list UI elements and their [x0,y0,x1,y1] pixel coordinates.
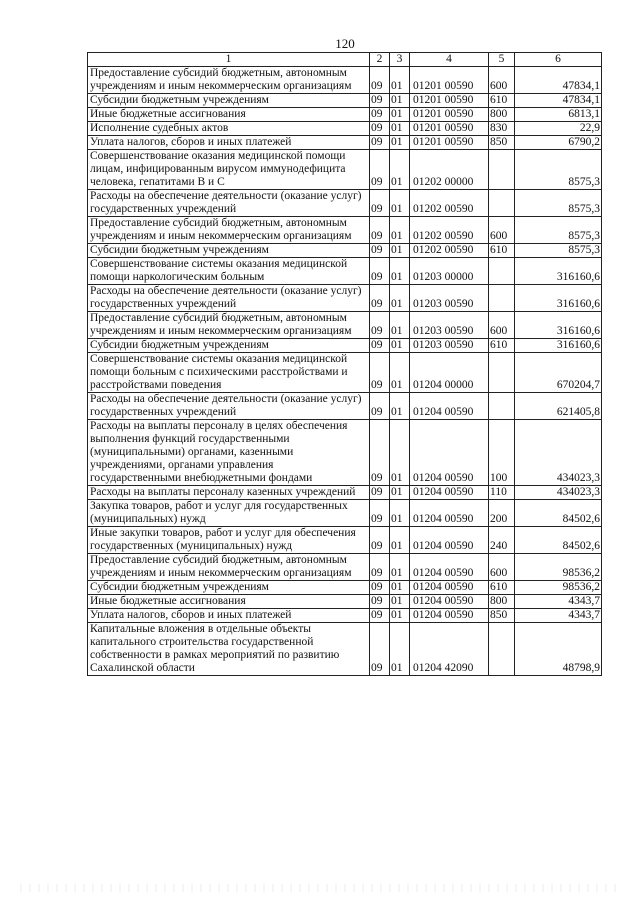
amount-cell: 316160,6 [515,258,602,285]
section-code-cell: 09 [370,339,390,353]
item-name-cell: Предоставление субсидий бюджетным, автономным учреждениям и иным некоммерческим организациям [88,312,370,339]
subsection-code-cell: 01 [390,150,410,190]
expense-type-cell: 610 [489,339,515,353]
subsection-code-cell: 01 [390,500,410,527]
target-article-cell: 01204 00590 [410,420,489,486]
table-row [88,623,602,676]
header-cell: 5 [489,53,515,67]
amount-cell: 6813,1 [515,108,602,122]
scan-artifact [20,884,620,892]
section-code-cell: 09 [370,312,390,339]
item-name-cell: Субсидии бюджетным учреждениям [88,244,370,258]
subsection-code-cell: 01 [390,258,410,285]
section-code-cell: 09 [370,500,390,527]
amount-cell: 22,9 [515,122,602,136]
item-name-cell: Предоставление субсидий бюджетным, автономным учреждениям и иным некоммерческим организациям [88,554,370,581]
subsection-code-cell: 01 [390,217,410,244]
target-article-cell: 01201 00590 [410,94,489,108]
table-row [88,500,602,527]
expense-type-cell: 200 [489,500,515,527]
table-row [88,595,602,609]
expense-type-cell [489,190,515,217]
subsection-code-cell: 01 [390,595,410,609]
section-code-cell: 09 [370,217,390,244]
item-name-cell: Совершенствование системы оказания медицинской помощи наркологическим больным [88,258,370,285]
amount-cell: 670204,7 [515,353,602,393]
section-code-cell: 09 [370,393,390,420]
subsection-code-cell: 01 [390,353,410,393]
item-name-cell: Расходы на обеспечение деятельности (оказание услуг) государственных учреждений [88,393,370,420]
item-name-cell: Расходы на обеспечение деятельности (оказание услуг) государственных учреждений [88,285,370,312]
target-article-cell: 01202 00000 [410,150,489,190]
table-row [88,312,602,339]
expense-type-cell: 600 [489,554,515,581]
subsection-code-cell: 01 [390,393,410,420]
expense-type-cell: 850 [489,136,515,150]
item-name-cell: Совершенствование оказания медицинской помощи лицам, инфицированным вирусом иммунодефицита человека, гепатитами В и С [88,150,370,190]
subsection-code-cell: 01 [390,554,410,581]
section-code-cell: 09 [370,285,390,312]
target-article-cell: 01204 00590 [410,527,489,554]
table-row [88,108,602,122]
section-code-cell: 09 [370,122,390,136]
amount-cell: 4343,7 [515,595,602,609]
table-row [88,353,602,393]
budget-table [87,52,602,676]
table-row [88,136,602,150]
expense-type-cell: 600 [489,312,515,339]
amount-cell: 316160,6 [515,285,602,312]
section-code-cell: 09 [370,527,390,554]
table-row [88,339,602,353]
table-header-row [88,53,602,67]
target-article-cell: 01202 00590 [410,244,489,258]
amount-cell: 8575,3 [515,244,602,258]
subsection-code-cell: 01 [390,581,410,595]
amount-cell: 316160,6 [515,339,602,353]
amount-cell: 8575,3 [515,190,602,217]
table-row [88,94,602,108]
amount-cell: 84502,6 [515,500,602,527]
amount-cell: 8575,3 [515,150,602,190]
section-code-cell: 09 [370,353,390,393]
item-name-cell: Исполнение судебных актов [88,122,370,136]
target-article-cell: 01203 00000 [410,258,489,285]
amount-cell: 4343,7 [515,609,602,623]
expense-type-cell: 800 [489,595,515,609]
page-number: 120 [335,36,355,51]
target-article-cell: 01203 00590 [410,312,489,339]
expense-type-cell: 600 [489,217,515,244]
amount-cell: 8575,3 [515,217,602,244]
section-code-cell: 09 [370,486,390,500]
item-name-cell: Предоставление субсидий бюджетным, автономным учреждениям и иным некоммерческим организациям [88,67,370,94]
target-article-cell: 01201 00590 [410,122,489,136]
target-article-cell: 01201 00590 [410,136,489,150]
section-code-cell: 09 [370,581,390,595]
amount-cell: 621405,8 [515,393,602,420]
amount-cell: 47834,1 [515,67,602,94]
section-code-cell: 09 [370,67,390,94]
subsection-code-cell: 01 [390,244,410,258]
expense-type-cell [489,353,515,393]
header-cell: 4 [410,53,489,67]
expense-type-cell: 100 [489,420,515,486]
table-row [88,609,602,623]
table-row [88,217,602,244]
amount-cell: 316160,6 [515,312,602,339]
subsection-code-cell: 01 [390,609,410,623]
subsection-code-cell: 01 [390,285,410,312]
section-code-cell: 09 [370,420,390,486]
expense-type-cell: 600 [489,67,515,94]
section-code-cell: 09 [370,150,390,190]
table-row [88,122,602,136]
item-name-cell: Иные бюджетные ассигнования [88,108,370,122]
target-article-cell: 01203 00590 [410,285,489,312]
item-name-cell: Капитальные вложения в отдельные объекты капитального строительства государственной собственности в рамках мероприятий по развитию Сахалинской области [88,623,370,676]
subsection-code-cell: 01 [390,339,410,353]
table-row [88,285,602,312]
item-name-cell: Уплата налогов, сборов и иных платежей [88,609,370,623]
section-code-cell: 09 [370,554,390,581]
expense-type-cell: 850 [489,609,515,623]
table-row [88,420,602,486]
target-article-cell: 01204 00590 [410,581,489,595]
subsection-code-cell: 01 [390,94,410,108]
amount-cell: 47834,1 [515,94,602,108]
section-code-cell: 09 [370,108,390,122]
header-cell: 2 [370,53,390,67]
section-code-cell: 09 [370,258,390,285]
item-name-cell: Иные бюджетные ассигнования [88,595,370,609]
subsection-code-cell: 01 [390,623,410,676]
target-article-cell: 01203 00590 [410,339,489,353]
item-name-cell: Совершенствование системы оказания медицинской помощи больным с психическими расстройствами и расстройствами поведения [88,353,370,393]
item-name-cell: Уплата налогов, сборов и иных платежей [88,136,370,150]
header-cell: 3 [390,53,410,67]
expense-type-cell: 800 [489,108,515,122]
table-row [88,527,602,554]
subsection-code-cell: 01 [390,136,410,150]
target-article-cell: 01204 42090 [410,623,489,676]
target-article-cell: 01202 00590 [410,217,489,244]
table-row [88,486,602,500]
item-name-cell: Расходы на выплаты персоналу казенных учреждений [88,486,370,500]
table-row [88,244,602,258]
target-article-cell: 01204 00590 [410,595,489,609]
item-name-cell: Расходы на выплаты персоналу в целях обеспечения выполнения функций государственными (муниципальными) органами, казенными учреждениями, органами управления государственными внебюджетными фондами [88,420,370,486]
expense-type-cell: 240 [489,527,515,554]
amount-cell: 434023,3 [515,420,602,486]
table-row [88,190,602,217]
target-article-cell: 01201 00590 [410,108,489,122]
item-name-cell: Субсидии бюджетным учреждениям [88,581,370,595]
section-code-cell: 09 [370,244,390,258]
expense-type-cell: 610 [489,581,515,595]
item-name-cell: Закупка товаров, работ и услуг для государственных (муниципальных) нужд [88,500,370,527]
item-name-cell: Иные закупки товаров, работ и услуг для обеспечения государственных (муниципальных) нужд [88,527,370,554]
expense-type-cell [489,258,515,285]
amount-cell: 84502,6 [515,527,602,554]
target-article-cell: 01204 00590 [410,609,489,623]
subsection-code-cell: 01 [390,312,410,339]
target-article-cell: 01201 00590 [410,67,489,94]
amount-cell: 98536,2 [515,581,602,595]
header-cell: 1 [88,53,370,67]
expense-type-cell [489,285,515,312]
expense-type-cell: 610 [489,94,515,108]
subsection-code-cell: 01 [390,527,410,554]
target-article-cell: 01204 00000 [410,353,489,393]
expense-type-cell: 610 [489,244,515,258]
amount-cell: 98536,2 [515,554,602,581]
section-code-cell: 09 [370,623,390,676]
subsection-code-cell: 01 [390,108,410,122]
table-row [88,67,602,94]
item-name-cell: Субсидии бюджетным учреждениям [88,339,370,353]
target-article-cell: 01204 00590 [410,500,489,527]
section-code-cell: 09 [370,595,390,609]
target-article-cell: 01204 00590 [410,486,489,500]
amount-cell: 434023,3 [515,486,602,500]
section-code-cell: 09 [370,190,390,217]
target-article-cell: 01204 00590 [410,554,489,581]
item-name-cell: Субсидии бюджетным учреждениям [88,94,370,108]
expense-type-cell: 110 [489,486,515,500]
subsection-code-cell: 01 [390,486,410,500]
item-name-cell: Расходы на обеспечение деятельности (оказание услуг) государственных учреждений [88,190,370,217]
table-row [88,258,602,285]
expense-type-cell [489,393,515,420]
subsection-code-cell: 01 [390,67,410,94]
table-row [88,393,602,420]
expense-type-cell: 830 [489,122,515,136]
target-article-cell: 01204 00590 [410,393,489,420]
table-row [88,554,602,581]
header-cell: 6 [515,53,602,67]
subsection-code-cell: 01 [390,122,410,136]
amount-cell: 6790,2 [515,136,602,150]
section-code-cell: 09 [370,609,390,623]
table-row [88,150,602,190]
subsection-code-cell: 01 [390,420,410,486]
section-code-cell: 09 [370,94,390,108]
table-row [88,581,602,595]
expense-type-cell [489,150,515,190]
expense-type-cell [489,623,515,676]
target-article-cell: 01202 00590 [410,190,489,217]
subsection-code-cell: 01 [390,190,410,217]
item-name-cell: Предоставление субсидий бюджетным, автономным учреждениям и иным некоммерческим организациям [88,217,370,244]
amount-cell: 48798,9 [515,623,602,676]
section-code-cell: 09 [370,136,390,150]
